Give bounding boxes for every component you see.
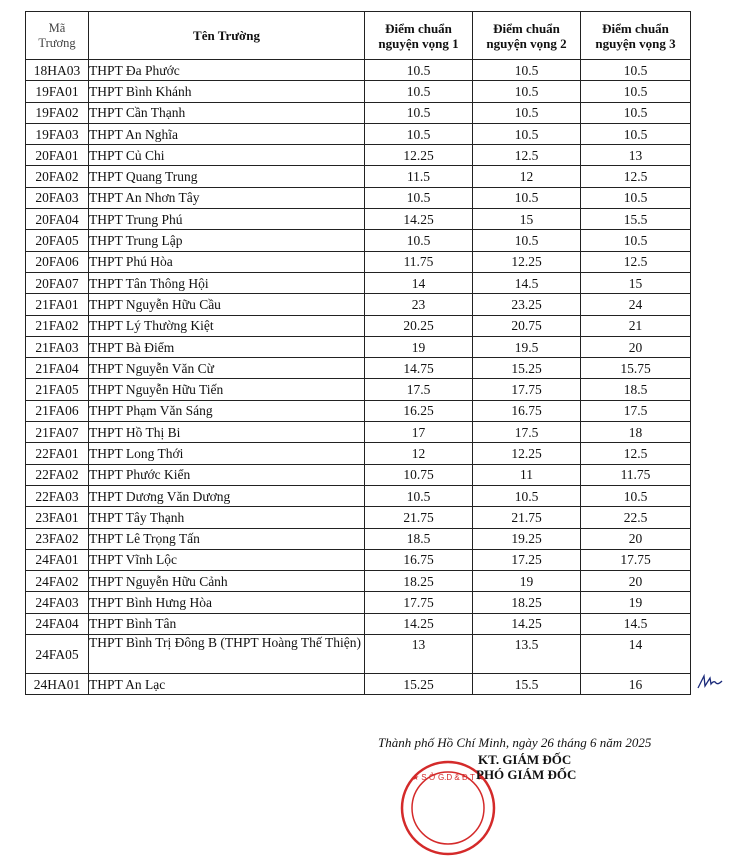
score-nv2-cell: 10.5	[473, 60, 581, 81]
score-nv3-cell: 18	[581, 422, 691, 443]
school-name-cell: THPT Trung Phú	[89, 209, 365, 230]
school-name-cell: THPT Nguyễn Hữu Tiến	[89, 379, 365, 400]
score-nv1-cell: 12.25	[365, 145, 473, 166]
score-nv1-cell: 10.5	[365, 485, 473, 506]
header-score-nv1: Điểm chuẩn nguyện vọng 1	[365, 12, 473, 60]
school-code-cell: 20FA06	[26, 251, 89, 272]
score-nv1-cell: 10.5	[365, 187, 473, 208]
school-name-cell: THPT Quang Trung	[89, 166, 365, 187]
table-row	[26, 272, 691, 293]
table-row	[26, 123, 691, 144]
score-nv1-cell: 14.25	[365, 209, 473, 230]
school-code-cell: 24FA03	[26, 592, 89, 613]
score-nv2-cell: 19.5	[473, 336, 581, 357]
score-nv1-cell: 21.75	[365, 507, 473, 528]
school-name-cell: THPT Bình Tân	[89, 613, 365, 634]
signatory-title-2: PHÓ GIÁM ĐỐC	[476, 767, 577, 782]
score-nv2-cell: 19	[473, 571, 581, 592]
school-code-cell: 21FA01	[26, 294, 89, 315]
score-nv2-cell: 17.25	[473, 549, 581, 570]
score-nv2-cell: 18.25	[473, 592, 581, 613]
score-nv3-cell: 20	[581, 571, 691, 592]
score-nv3-cell: 24	[581, 294, 691, 315]
score-nv1-cell: 14	[365, 272, 473, 293]
score-nv1-cell: 18.25	[365, 571, 473, 592]
school-code-cell: 21FA02	[26, 315, 89, 336]
school-name-cell: THPT Nguyễn Hữu Cầu	[89, 294, 365, 315]
score-nv3-cell: 10.5	[581, 123, 691, 144]
table-row	[26, 187, 691, 208]
score-nv3-cell: 10.5	[581, 60, 691, 81]
score-nv1-cell: 10.75	[365, 464, 473, 485]
score-nv1-cell: 14.25	[365, 613, 473, 634]
school-code-cell: 21FA06	[26, 400, 89, 421]
school-name-cell: THPT Phước Kiển	[89, 464, 365, 485]
school-code-cell: 22FA01	[26, 443, 89, 464]
score-nv2-cell: 12.25	[473, 251, 581, 272]
header-score-nv3: Điểm chuẩn nguyện vọng 3	[581, 12, 691, 60]
score-nv2-cell: 10.5	[473, 187, 581, 208]
school-code-cell: 20FA05	[26, 230, 89, 251]
score-nv1-cell: 17.5	[365, 379, 473, 400]
score-nv3-cell: 18.5	[581, 379, 691, 400]
school-name-cell: THPT Bình Khánh	[89, 81, 365, 102]
score-nv3-cell: 12.5	[581, 251, 691, 272]
score-nv2-cell: 10.5	[473, 102, 581, 123]
school-code-cell: 24FA02	[26, 571, 89, 592]
score-nv2-cell: 12	[473, 166, 581, 187]
score-nv1-cell: 11.75	[365, 251, 473, 272]
school-code-cell: 21FA04	[26, 358, 89, 379]
school-name-cell: THPT Trung Lập	[89, 230, 365, 251]
score-nv2-cell: 10.5	[473, 123, 581, 144]
table-row	[26, 102, 691, 123]
school-code-cell: 22FA03	[26, 485, 89, 506]
school-code-cell: 18HA03	[26, 60, 89, 81]
school-code-cell: 19FA01	[26, 81, 89, 102]
school-name-cell: THPT Nguyễn Hữu Cảnh	[89, 571, 365, 592]
signatory-title-1: KT. GIÁM ĐỐC	[478, 752, 572, 767]
score-nv1-cell: 17.75	[365, 592, 473, 613]
school-code-cell: 19FA02	[26, 102, 89, 123]
admission-scores-table	[25, 11, 691, 695]
score-nv1-cell: 17	[365, 422, 473, 443]
school-code-cell: 19FA03	[26, 123, 89, 144]
svg-text:★ S Ở G.D & Đ.T ★: ★ S Ở G.D & Đ.T ★	[411, 773, 485, 782]
table-row	[26, 315, 691, 336]
score-nv3-cell: 14	[581, 635, 691, 674]
score-nv1-cell: 23	[365, 294, 473, 315]
score-nv3-cell: 12.5	[581, 443, 691, 464]
score-nv1-cell: 16.25	[365, 400, 473, 421]
score-nv1-cell: 11.5	[365, 166, 473, 187]
table-row	[26, 336, 691, 357]
score-nv3-cell: 10.5	[581, 187, 691, 208]
school-code-cell: 21FA07	[26, 422, 89, 443]
table-row	[26, 571, 691, 592]
table-row	[26, 549, 691, 570]
score-nv1-cell: 18.5	[365, 528, 473, 549]
table-row	[26, 294, 691, 315]
table-row	[26, 592, 691, 613]
score-nv3-cell: 10.5	[581, 102, 691, 123]
school-code-cell: 21FA03	[26, 336, 89, 357]
score-nv1-cell: 10.5	[365, 81, 473, 102]
table-row	[26, 209, 691, 230]
school-name-cell: THPT Lý Thường Kiệt	[89, 315, 365, 336]
table-row	[26, 613, 691, 634]
school-code-cell: 23FA01	[26, 507, 89, 528]
score-nv2-cell: 10.5	[473, 230, 581, 251]
table-row	[26, 528, 691, 549]
school-name-cell: THPT Nguyễn Văn Cừ	[89, 358, 365, 379]
school-name-cell: THPT Lê Trọng Tấn	[89, 528, 365, 549]
school-code-cell: 24FA05	[26, 635, 89, 674]
header-code-text: Mã Trương	[38, 20, 76, 50]
table-row	[26, 422, 691, 443]
school-code-cell: 23FA02	[26, 528, 89, 549]
score-nv1-cell: 16.75	[365, 549, 473, 570]
school-name-cell: THPT Bình Trị Đông B (THPT Hoàng Thế Thiện)	[89, 635, 365, 674]
header-school-code	[26, 12, 89, 60]
table-row	[26, 464, 691, 485]
school-code-cell: 20FA03	[26, 187, 89, 208]
score-nv3-cell: 10.5	[581, 81, 691, 102]
score-nv1-cell: 10.5	[365, 123, 473, 144]
score-nv3-cell: 22.5	[581, 507, 691, 528]
score-nv2-cell: 15	[473, 209, 581, 230]
school-code-cell: 20FA04	[26, 209, 89, 230]
school-code-cell: 24FA01	[26, 549, 89, 570]
school-name-cell: THPT Dương Văn Dương	[89, 485, 365, 506]
score-nv1-cell: 15.25	[365, 674, 473, 695]
table-row	[26, 358, 691, 379]
school-code-cell: 20FA01	[26, 145, 89, 166]
score-nv2-cell: 12.25	[473, 443, 581, 464]
score-nv3-cell: 12.5	[581, 166, 691, 187]
score-nv2-cell: 17.75	[473, 379, 581, 400]
score-nv2-cell: 15.25	[473, 358, 581, 379]
table-row	[26, 485, 691, 506]
school-name-cell: THPT Bình Hưng Hòa	[89, 592, 365, 613]
school-name-cell: THPT Củ Chi	[89, 145, 365, 166]
score-nv2-cell: 19.25	[473, 528, 581, 549]
score-nv2-cell: 20.75	[473, 315, 581, 336]
score-nv3-cell: 14.5	[581, 613, 691, 634]
table-row	[26, 674, 691, 695]
score-nv2-cell: 12.5	[473, 145, 581, 166]
table-row	[26, 60, 691, 81]
score-nv2-cell: 11	[473, 464, 581, 485]
school-name-cell: THPT Tân Thông Hội	[89, 272, 365, 293]
score-nv3-cell: 16	[581, 674, 691, 695]
table-header-row	[26, 12, 691, 60]
table-body	[26, 60, 691, 695]
score-nv1-cell: 14.75	[365, 358, 473, 379]
score-nv3-cell: 17.75	[581, 549, 691, 570]
score-nv1-cell: 10.5	[365, 60, 473, 81]
school-name-cell: THPT Cần Thạnh	[89, 102, 365, 123]
header-school-name: Tên Trường	[89, 12, 365, 60]
score-nv3-cell: 15.5	[581, 209, 691, 230]
table-row	[26, 400, 691, 421]
score-nv2-cell: 21.75	[473, 507, 581, 528]
school-name-cell: THPT Phạm Văn Sáng	[89, 400, 365, 421]
school-name-cell: THPT Long Thới	[89, 443, 365, 464]
table-row	[26, 166, 691, 187]
score-nv1-cell: 12	[365, 443, 473, 464]
score-nv2-cell: 13.5	[473, 635, 581, 674]
score-nv3-cell: 11.75	[581, 464, 691, 485]
school-name-cell: THPT Phú Hòa	[89, 251, 365, 272]
table-row	[26, 145, 691, 166]
score-nv2-cell: 17.5	[473, 422, 581, 443]
score-nv3-cell: 10.5	[581, 485, 691, 506]
school-name-cell: THPT An Lạc	[89, 674, 365, 695]
initials-signature	[696, 672, 724, 692]
score-nv1-cell: 20.25	[365, 315, 473, 336]
score-nv3-cell: 15	[581, 272, 691, 293]
school-name-cell: THPT Bà Điểm	[89, 336, 365, 357]
score-nv1-cell: 10.5	[365, 102, 473, 123]
table-row	[26, 443, 691, 464]
school-code-cell: 24HA01	[26, 674, 89, 695]
school-name-cell: THPT Hồ Thị Bi	[89, 422, 365, 443]
score-nv3-cell: 17.5	[581, 400, 691, 421]
score-nv1-cell: 10.5	[365, 230, 473, 251]
school-code-cell: 24FA04	[26, 613, 89, 634]
school-name-cell: THPT Vĩnh Lộc	[89, 549, 365, 570]
school-code-cell: 20FA07	[26, 272, 89, 293]
score-nv2-cell: 16.75	[473, 400, 581, 421]
score-nv2-cell: 23.25	[473, 294, 581, 315]
score-nv3-cell: 13	[581, 145, 691, 166]
score-nv2-cell: 10.5	[473, 485, 581, 506]
score-nv1-cell: 19	[365, 336, 473, 357]
school-name-cell: THPT An Nghĩa	[89, 123, 365, 144]
table-row	[26, 635, 691, 674]
score-nv3-cell: 20	[581, 528, 691, 549]
table-row	[26, 507, 691, 528]
score-nv2-cell: 14.5	[473, 272, 581, 293]
score-nv3-cell: 21	[581, 315, 691, 336]
score-nv3-cell: 20	[581, 336, 691, 357]
table-row	[26, 251, 691, 272]
school-name-cell: THPT An Nhơn Tây	[89, 187, 365, 208]
table-row	[26, 230, 691, 251]
school-code-cell: 21FA05	[26, 379, 89, 400]
header-score-nv2: Điểm chuẩn nguyện vọng 2	[473, 12, 581, 60]
score-nv3-cell: 10.5	[581, 230, 691, 251]
school-code-cell: 22FA02	[26, 464, 89, 485]
score-nv2-cell: 14.25	[473, 613, 581, 634]
score-nv2-cell: 10.5	[473, 81, 581, 102]
document-date: Thành phố Hồ Chí Minh, ngày 26 tháng 6 năm 2025	[378, 735, 652, 750]
score-nv1-cell: 13	[365, 635, 473, 674]
school-name-cell: THPT Tây Thạnh	[89, 507, 365, 528]
table-row	[26, 379, 691, 400]
table-row	[26, 81, 691, 102]
school-name-cell: THPT Đa Phước	[89, 60, 365, 81]
score-nv3-cell: 19	[581, 592, 691, 613]
score-nv2-cell: 15.5	[473, 674, 581, 695]
school-code-cell: 20FA02	[26, 166, 89, 187]
score-nv3-cell: 15.75	[581, 358, 691, 379]
